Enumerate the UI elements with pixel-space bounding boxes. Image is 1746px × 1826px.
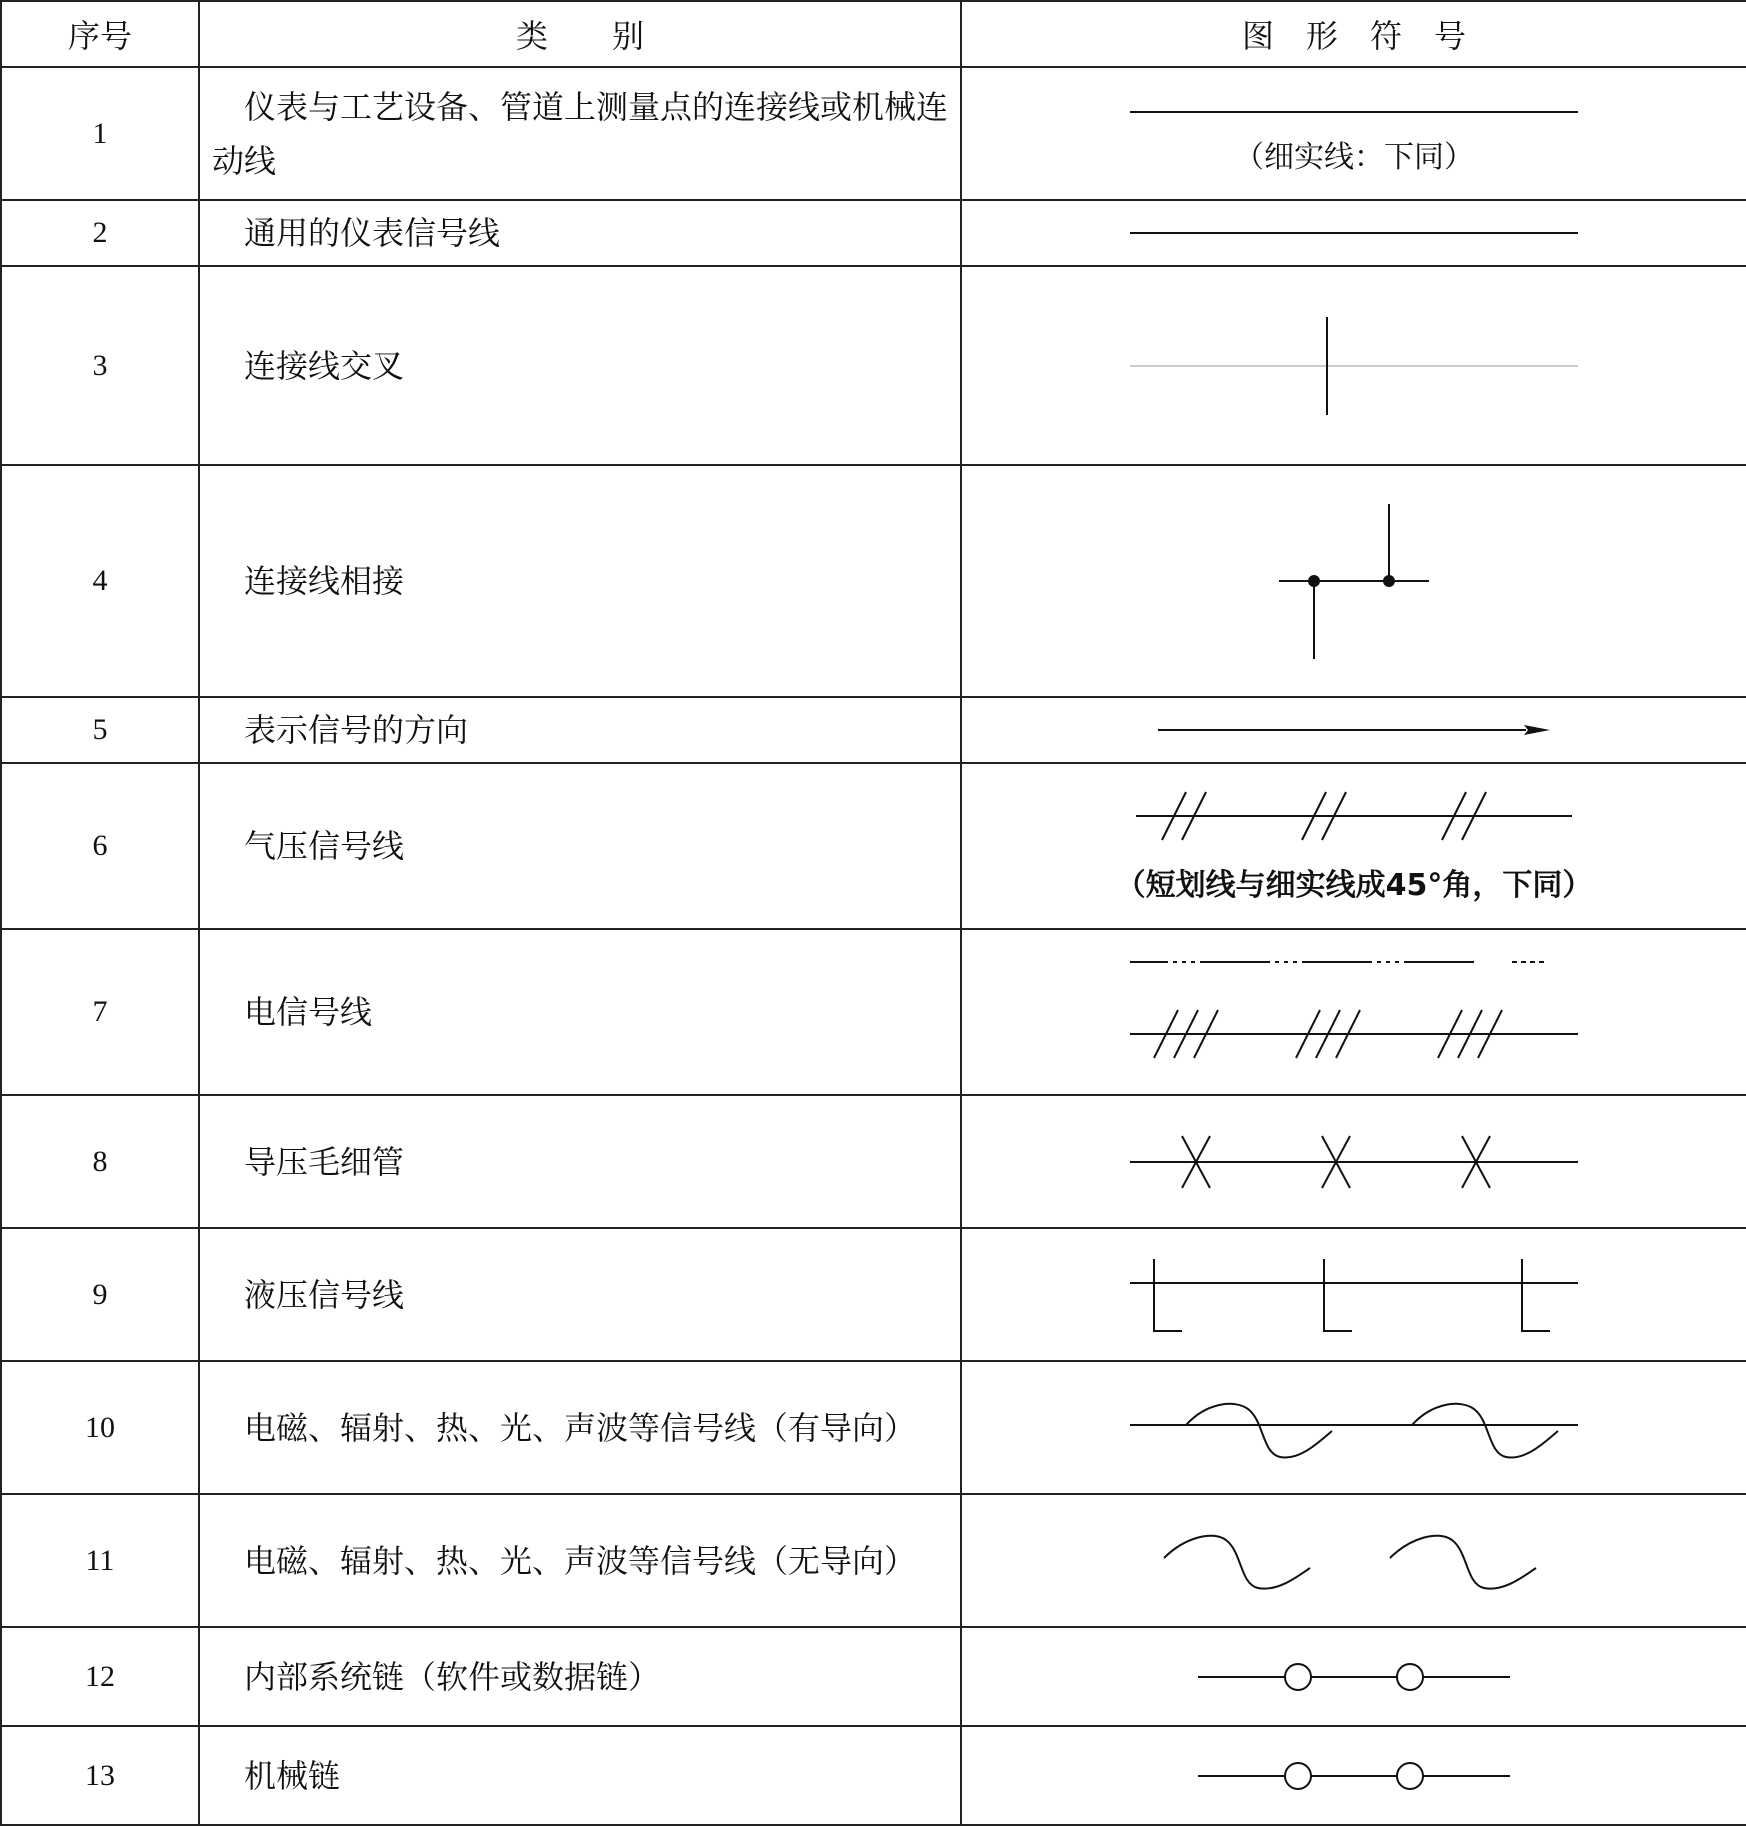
electric-signal-line-icon <box>1124 952 1584 1072</box>
thin-solid-line-icon <box>1124 223 1584 243</box>
table-row <box>1 1494 1746 1627</box>
table-row <box>1 1228 1746 1361</box>
table-row <box>1 929 1746 1095</box>
row-symbol <box>961 1095 1746 1228</box>
table-row <box>1 465 1746 697</box>
row-category: 电信号线 <box>199 929 961 1095</box>
unguided-wave-signal-icon <box>1154 1526 1554 1596</box>
hydraulic-signal-line-icon <box>1124 1255 1584 1335</box>
table-row <box>1 1726 1746 1825</box>
row-number: 10 <box>1 1361 199 1494</box>
table-row <box>1 763 1746 929</box>
capillary-tube-icon <box>1124 1132 1584 1192</box>
row-symbol <box>961 1726 1746 1825</box>
row-number: 13 <box>1 1726 199 1825</box>
row-symbol <box>961 1228 1746 1361</box>
line-junction-icon <box>1274 499 1434 663</box>
row-number: 7 <box>1 929 199 1095</box>
arrow-line-icon <box>1154 720 1554 740</box>
row-symbol <box>961 200 1746 266</box>
row-symbol <box>961 465 1746 697</box>
row-number: 4 <box>1 465 199 697</box>
row-symbol <box>961 1494 1746 1627</box>
table-header-row <box>1 1 1746 67</box>
row-symbol <box>961 1361 1746 1494</box>
row-symbol <box>961 1627 1746 1726</box>
row-number: 8 <box>1 1095 199 1228</box>
table-row <box>1 1627 1746 1726</box>
table-row <box>1 697 1746 763</box>
row-category: 机械链 <box>199 1726 961 1825</box>
guided-wave-signal-icon <box>1124 1393 1584 1463</box>
row-number: 11 <box>1 1494 199 1627</box>
row-number: 5 <box>1 697 199 763</box>
row-number: 6 <box>1 763 199 929</box>
header-symbol: 图 形 符 号 <box>961 1 1746 67</box>
row-symbol <box>961 67 1746 200</box>
row-category: 仪表与工艺设备、管道上测量点的连接线或机械连动线 <box>199 67 961 200</box>
line-crossing-icon <box>1124 311 1584 421</box>
row-category: 通用的仪表信号线 <box>199 200 961 266</box>
mechanical-link-icon <box>1194 1756 1514 1796</box>
row-symbol <box>961 929 1746 1095</box>
row-category: 连接线相接 <box>199 465 961 697</box>
header-category: 类 别 <box>199 1 961 67</box>
row-number: 12 <box>1 1627 199 1726</box>
pneumatic-signal-line-icon <box>1124 788 1584 844</box>
table-row <box>1 67 1746 200</box>
row-number: 2 <box>1 200 199 266</box>
table-row <box>1 1361 1746 1494</box>
symbol-note: （短划线与细实线成45°角，下同） <box>1115 868 1593 903</box>
row-category: 气压信号线 <box>199 763 961 929</box>
row-category: 导压毛细管 <box>199 1095 961 1228</box>
table-row <box>1 266 1746 465</box>
symbol-note: （细实线：下同） <box>1234 139 1474 175</box>
table-row <box>1 200 1746 266</box>
row-symbol <box>961 266 1746 465</box>
row-symbol <box>961 697 1746 763</box>
row-number: 9 <box>1 1228 199 1361</box>
thin-solid-line-icon <box>1124 92 1584 132</box>
row-category: 表示信号的方向 <box>199 697 961 763</box>
row-category: 电磁、辐射、热、光、声波等信号线（有导向） <box>199 1361 961 1494</box>
software-link-icon <box>1194 1657 1514 1697</box>
row-number: 1 <box>1 67 199 200</box>
row-category: 电磁、辐射、热、光、声波等信号线（无导向） <box>199 1494 961 1627</box>
row-category: 连接线交叉 <box>199 266 961 465</box>
table-row <box>1 1095 1746 1228</box>
row-category: 液压信号线 <box>199 1228 961 1361</box>
row-symbol <box>961 763 1746 929</box>
row-number: 3 <box>1 266 199 465</box>
row-category: 内部系统链（软件或数据链） <box>199 1627 961 1726</box>
header-num: 序号 <box>1 1 199 67</box>
